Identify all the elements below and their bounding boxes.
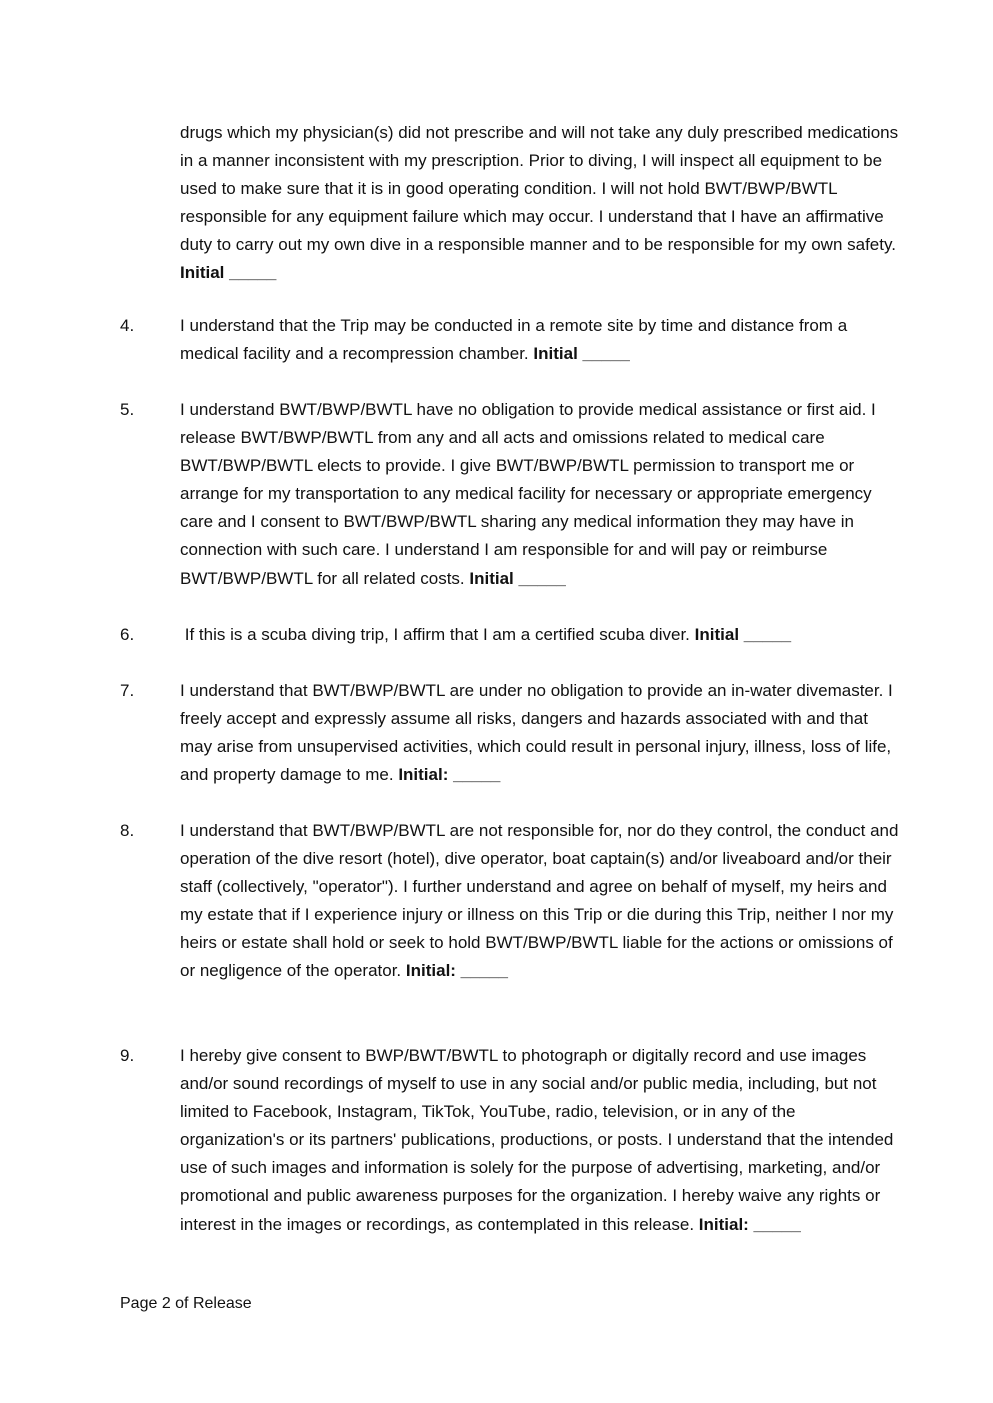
- paragraph-item-5: [180, 396, 900, 593]
- item-number: 8.: [120, 821, 135, 840]
- paragraph-item-9: [180, 1042, 900, 1239]
- paragraph-text: If this is a scuba diving trip, I affirm that I am a certified scuba diver.: [180, 625, 690, 644]
- paragraph-item-7: [180, 677, 900, 789]
- paragraph-text: I understand that BWT/BWP/BWTL are under no obligation to provide an in-water divemaster. I freely accept and expressly assume all risks, dangers and hazards associated with and that may arise from unsupervised activities, which could result in personal injury, illness, loss of life, and property damage to me.: [180, 681, 893, 785]
- initial-field: Initial _____: [533, 344, 630, 364]
- paragraph-text: I understand BWT/BWP/BWTL have no obligation to provide medical assistance or first aid. I release BWT/BWP/BWTL from any and all acts and omissions related to medical care BWT/BWP/BWTL elects to provide. I give BWT/BWP/BWTL permission to transport me or arrange for my transportation to any medical facility for necessary or appropriate emergency care and I consent to BWT/BWP/BWTL sharing any medical information they may have in connection with such care. I understand I am responsible for and will pay or reimburse BWT/BWP/BWTL for all related costs.: [180, 400, 876, 588]
- paragraph-text: drugs which my physician(s) did not prescribe and will not take any duly prescribed medications in a manner inconsistent with my prescription. Prior to diving, I will inspect all equipment to be used to make sure that it is in good operating condition. I will not hold BWT/BWP/BWTL responsible for any equipment failure which may occur. I understand that I have an affirmative duty to carry out my own dive in a responsible manner and to be responsible for my own safety.: [180, 123, 899, 255]
- initial-field: Initial: _____: [698, 1214, 801, 1234]
- paragraph-text: I hereby give consent to BWP/BWT/BWTL to photograph or digitally record and use images and/or sound recordings of myself to use in any social and/or public media, including, but not limited to Facebook, Instagram, TikTok, YouTube, radio, television, or in any of the organization's or its partners' publications, productions, or posts. I understand that the intended use of such images and information is solely for the purpose of advertising, marketing, and/or promotional and public awareness purposes for the organization. I hereby waive any rights or interest in the images or recordings, as contemplated in this release.: [180, 1046, 894, 1234]
- initial-field: Initial _____: [469, 568, 566, 588]
- initial-field: Initial _____: [694, 625, 792, 644]
- item-number: 9.: [120, 1046, 135, 1065]
- paragraph-text: I understand that BWT/BWP/BWTL are not responsible for, nor do they control, the conduct and operation of the dive resort (hotel), dive operator, boat captain(s) and/or liveaboard and/or their staff (collectively, "operator"). I further understand and agree on behalf of myself, my heirs and my estate that if I experience injury or illness on this Trip or die during this Trip, neither I nor my heirs or estate shall hold or seek to hold BWT/BWP/BWTL liable for the actions or omissions of or negligence of the operator.: [180, 821, 899, 981]
- item-number: 4.: [120, 316, 135, 335]
- initial-field: Initial: _____: [398, 765, 501, 785]
- item-number: 7.: [120, 681, 135, 700]
- item-number: 5.: [120, 400, 135, 419]
- paragraph-text: I understand that the Trip may be conducted in a remote site by time and distance from a medical facility and a recompression chamber.: [180, 316, 848, 364]
- initial-field: Initial: _____: [405, 961, 508, 981]
- paragraph-item-4: [180, 312, 900, 368]
- paragraph-item-8: [180, 817, 900, 986]
- paragraph-item-6: [180, 621, 900, 649]
- item-number: 6.: [120, 625, 135, 644]
- page-footer: Page 2 of Release: [120, 1295, 252, 1312]
- paragraph-item-3-continued: [180, 119, 900, 288]
- initial-field: Initial _____: [180, 263, 277, 283]
